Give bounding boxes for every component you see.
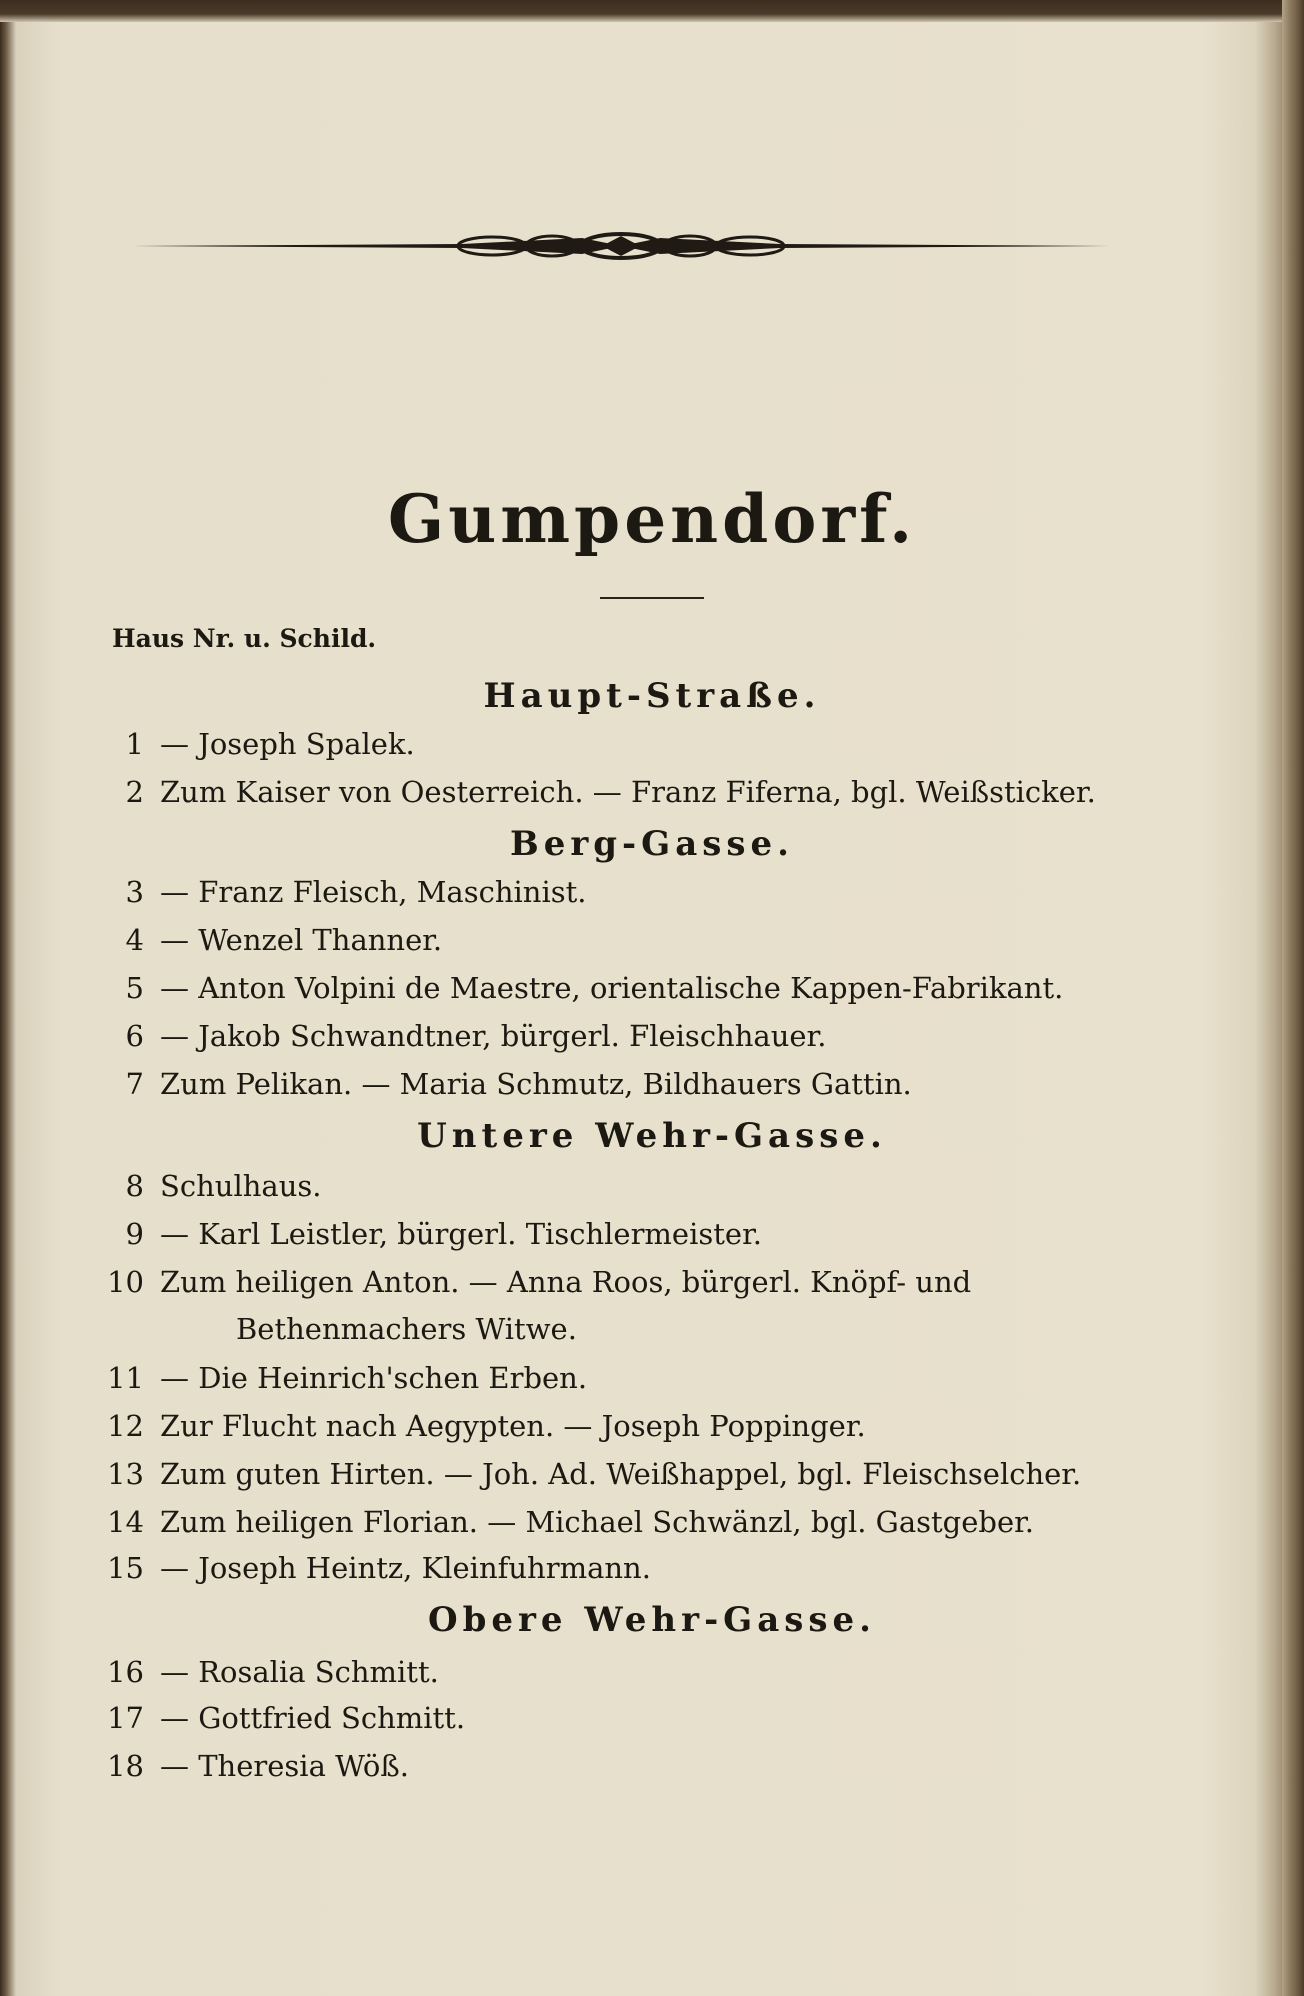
entry-text: Zum guten Hirten. — Joh. Ad. Weißhappel, bgl. Fleischselcher. — [160, 1457, 1082, 1491]
entry-text: — Wenzel Thanner. — [160, 923, 443, 957]
section-heading: Berg-Gasse. — [510, 824, 794, 864]
entry-text: — Joseph Heintz, Kleinfuhrmann. — [160, 1551, 651, 1585]
house-number: 2 — [125, 775, 144, 809]
section-heading: Obere Wehr-Gasse. — [427, 1600, 876, 1640]
section-heading: Haupt-Straße. — [483, 676, 821, 716]
ornamental-rule-icon — [132, 222, 1110, 270]
entry-text: Zum heiligen Anton. — Anna Roos, bürgerl. Knöpf- und — [160, 1265, 972, 1299]
entry-text: — Die Heinrich'schen Erben. — [160, 1361, 588, 1395]
house-number: 1 — [125, 727, 144, 761]
page-title: Gumpendorf. — [387, 480, 917, 558]
house-number: 6 — [125, 1019, 144, 1053]
entry-text: — Rosalia Schmitt. — [160, 1655, 439, 1689]
entry-continuation: Bethenmachers Witwe. — [236, 1312, 577, 1346]
house-number: 12 — [107, 1409, 144, 1443]
entry-text: — Theresia Wöß. — [160, 1749, 409, 1783]
house-number: 10 — [107, 1265, 144, 1299]
entry-text: Zum Pelikan. — Maria Schmutz, Bildhauers Gattin. — [160, 1067, 912, 1101]
entry-text: Schulhaus. — [160, 1169, 322, 1203]
column-header-label: Haus Nr. u. Schild. — [112, 624, 377, 653]
house-number: 4 — [125, 923, 144, 957]
house-number: 11 — [107, 1361, 144, 1395]
house-number: 16 — [107, 1655, 144, 1689]
house-number: 15 — [107, 1551, 144, 1585]
entry-text: — Jakob Schwandtner, bürgerl. Fleischhauer. — [160, 1019, 827, 1053]
section-heading: Untere Wehr-Gasse. — [417, 1116, 887, 1156]
house-number: 9 — [125, 1217, 144, 1251]
entry-text: Zum heiligen Florian. — Michael Schwänzl, bgl. Gastgeber. — [160, 1505, 1035, 1539]
entry-text: — Joseph Spalek. — [160, 727, 415, 761]
entry-text: Zur Flucht nach Aegypten. — Joseph Poppinger. — [160, 1409, 866, 1443]
house-number: 17 — [107, 1701, 144, 1735]
house-number: 7 — [125, 1067, 144, 1101]
house-number: 8 — [125, 1169, 144, 1203]
entry-text: — Anton Volpini de Maestre, orientalische Kappen-Fabrikant. — [160, 971, 1064, 1005]
house-number: 13 — [107, 1457, 144, 1491]
title-divider — [600, 597, 704, 599]
entry-text: — Gottfried Schmitt. — [160, 1701, 466, 1735]
entry-text: — Karl Leistler, bürgerl. Tischlermeister. — [160, 1217, 762, 1251]
house-number: 5 — [125, 971, 144, 1005]
entry-text: Zum Kaiser von Oesterreich. — Franz Fiferna, bgl. Weißsticker. — [160, 775, 1096, 809]
house-number: 14 — [107, 1505, 144, 1539]
house-number: 18 — [107, 1749, 144, 1783]
house-number: 3 — [125, 875, 144, 909]
entry-text: — Franz Fleisch, Maschinist. — [160, 875, 587, 909]
